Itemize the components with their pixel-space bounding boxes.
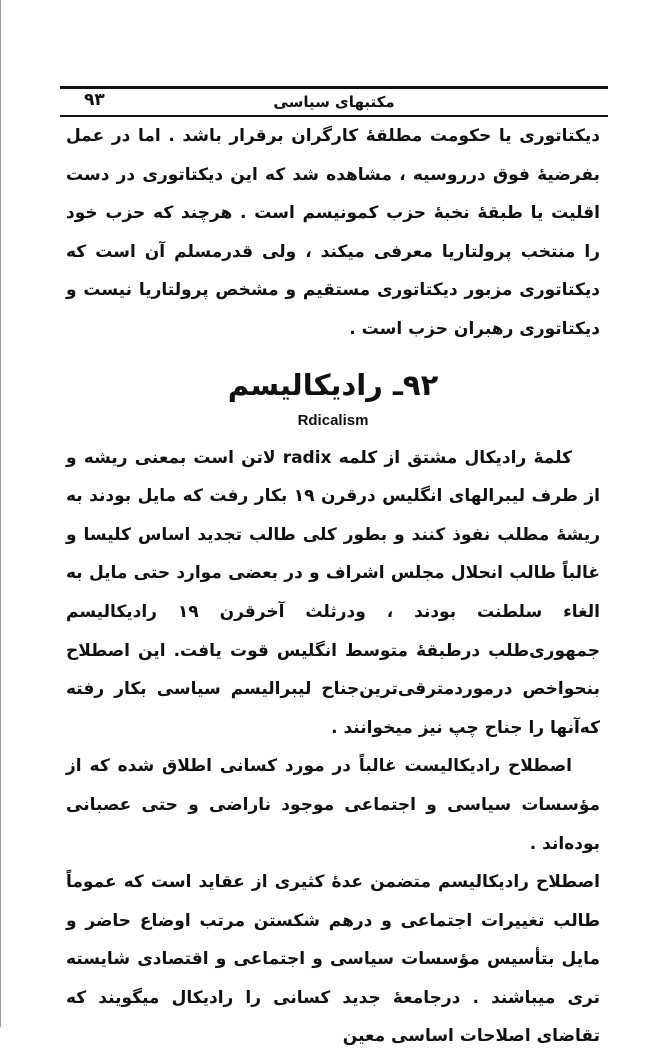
page-frame xyxy=(60,86,608,1056)
running-header xyxy=(60,86,608,117)
section-subtitle: Rdicalism xyxy=(297,411,369,429)
page-edge xyxy=(0,0,5,1027)
section-heading: ۹۲ـ رادیکالیسم xyxy=(227,367,439,402)
running-title: مکتبهای سیاسی xyxy=(273,93,395,111)
body-paragraph-1: کلمهٔ رادیکال مشتق از کلمه radix لاتن است بمعنی ریشه و از طرف لیبرالهای انگلیس درقرن ۱۹ بکار رفت که مایل بودند به ریشهٔ مطلب نفوذ کنند و بطور کلی طالب تجدید اساس کلیسا و غالباً طالب انحلال مجلس اشراف و در بعضی موارد حتی مایل به الغاء سلطنت بودند ، ودرثلث آخرقرن ۱۹ رادیکالیسم جمهوری‌طلب درطبقهٔ متوسط انگلیس قوت یافت. این اصطلاح بنحواخص درموردمترقی‌ترین‌جناح لیبرالیسم سیاسی بکار رفته که‌آنها را جناح چپ نیز میخوانند . xyxy=(66,447,600,738)
body-paragraph-3: اصطلاح رادیکالیسم متضمن عدهٔ کثیری از عقاید است که عموماً طالب تغییرات اجتماعی و درهم شکستن مرتب اوضاع حاضر و مایل بتأسیس مؤسسات سیاسی و اجتماعی و اقتصادی شایسته تری میباشند . درجامعهٔ جدید کسانی را رادیکال میگویند که تقاضای اصلاحات اساسی معین xyxy=(66,872,600,1047)
page-number: ۹۳ xyxy=(84,90,105,110)
page-body xyxy=(60,117,608,1056)
intro-paragraph: دیکتاتوری یا حکومت مطلقهٔ کارگران برقرار باشد . اما در عمل بفرضیهٔ فوق درروسیه ، مشاهده شد که این دیکتاتوری در دست اقلیت یا طبقهٔ نخبهٔ حزب کمونیسم است . هرچند که حزب خود را منتخب پرولتاریا معرفی میکند ، ولی قدرمسلم آن است که دیکتاتوری مزبور دیکتاتوری مستقیم و مشخص پرولتاریا نیست و دیکتاتوری رهبران حزب است . xyxy=(66,126,600,339)
body-paragraph-2: اصطلاح رادیکالیست غالباً در مورد کسانی اطلاق شده که از مؤسسات سیاسی و اجتماعی موجود ناراضی و حتی عصبانی بوده‌اند . xyxy=(66,756,600,854)
